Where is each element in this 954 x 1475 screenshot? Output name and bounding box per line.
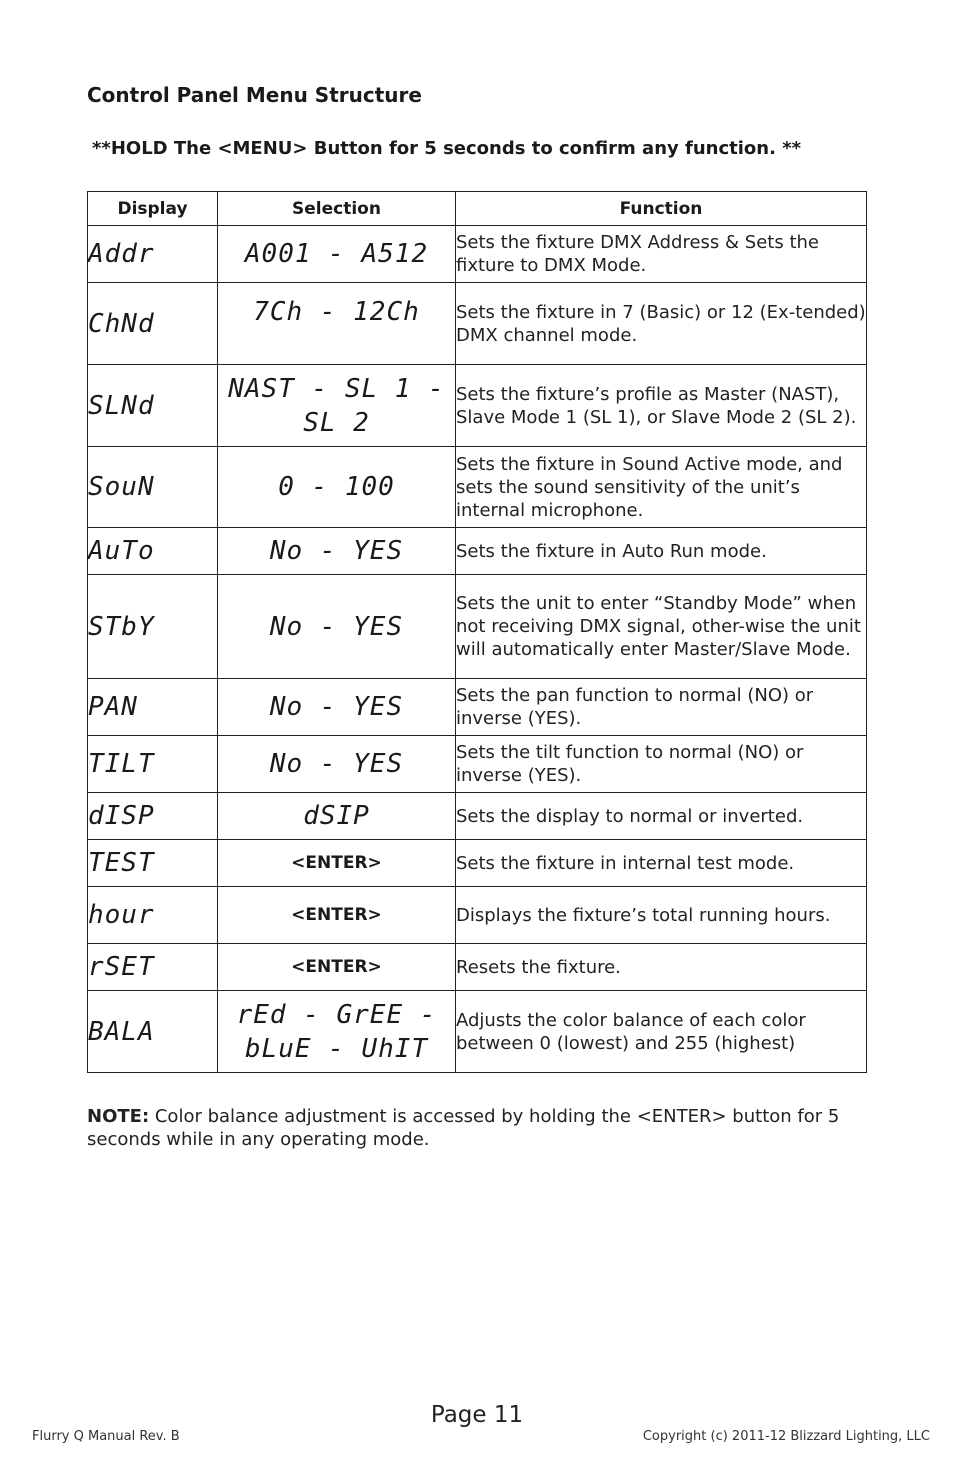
selection-cell: No - YES [218,528,456,575]
display-cell: TEST [88,840,218,887]
table-row [88,528,867,575]
header-selection: Selection [218,192,456,226]
selection-cell: <ENTER> [218,887,456,944]
function-cell: Sets the tilt function to normal (NO) or inverse (YES). [456,736,867,793]
function-cell: Sets the fixture in Sound Active mode, and sets the sound sensitivity of the unit’s internal microphone. [456,447,867,528]
display-cell: TILT [88,736,218,793]
table-row [88,736,867,793]
selection-cell: 0 - 100 [218,447,456,528]
header-display: Display [88,192,218,226]
menu-structure-table [87,191,867,1073]
function-cell: Sets the fixture in Auto Run mode. [456,528,867,575]
table-row [88,447,867,528]
page-number: Page 11 [430,1402,524,1428]
selection-cell: NAST - SL 1 - SL 2 [218,365,456,447]
display-cell: SouN [88,447,218,528]
selection-cell: dSIP [218,793,456,840]
footer-manual-rev: Flurry Q Manual Rev. B [32,1429,180,1444]
header-function: Function [456,192,867,226]
display-cell: STbY [88,575,218,679]
note-text: Color balance adjustment is accessed by holding the <ENTER> button for 5 seconds while in any operating mode. [87,1106,840,1150]
selection-cell: No - YES [218,575,456,679]
table-row [88,991,867,1073]
table-row [88,679,867,736]
hold-notice: **HOLD The <MENU> Button for 5 seconds to confirm any function. ** [92,138,802,159]
selection-cell: <ENTER> [218,840,456,887]
function-cell: Sets the unit to enter “Standby Mode” when not receiving DMX signal, other-wise the unit will automatically enter Master/Slave Mode. [456,575,867,679]
table-row [88,283,867,365]
function-cell: Displays the fixture’s total running hours. [456,887,867,944]
selection-cell: No - YES [218,736,456,793]
display-cell: AuTo [88,528,218,575]
table-row [88,840,867,887]
selection-cell: 7Ch - 12Ch [218,283,456,365]
selection-cell: <ENTER> [218,944,456,991]
note-label: NOTE: [87,1106,150,1127]
display-cell: SLNd [88,365,218,447]
function-cell: Sets the fixture in internal test mode. [456,840,867,887]
display-cell: rSET [88,944,218,991]
selection-cell: No - YES [218,679,456,736]
page-title: Control Panel Menu Structure [87,83,422,107]
function-cell: Sets the fixture in 7 (Basic) or 12 (Ex-tended) DMX channel mode. [456,283,867,365]
footer-copyright: Copyright (c) 2011-12 Blizzard Lighting, LLC [642,1429,930,1444]
function-cell: Sets the display to normal or inverted. [456,793,867,840]
table-row [88,887,867,944]
display-cell: hour [88,887,218,944]
selection-cell: A001 - A512 [218,226,456,283]
display-cell: dISP [88,793,218,840]
table-row [88,575,867,679]
table-row [88,226,867,283]
function-cell: Sets the fixture’s profile as Master (NAST), Slave Mode 1 (SL 1), or Slave Mode 2 (SL 2). [456,365,867,447]
table-row [88,944,867,991]
selection-cell: rEd - GrEE - bLuE - UhIT [218,991,456,1073]
note-paragraph [87,1105,877,1151]
table-row [88,793,867,840]
function-cell: Sets the pan function to normal (NO) or inverse (YES). [456,679,867,736]
table-header-row [88,192,867,226]
display-cell: BALA [88,991,218,1073]
function-cell: Resets the fixture. [456,944,867,991]
function-cell: Sets the fixture DMX Address & Sets the fixture to DMX Mode. [456,226,867,283]
display-cell: Addr [88,226,218,283]
table-row [88,365,867,447]
display-cell: ChNd [88,283,218,365]
function-cell: Adjusts the color balance of each color between 0 (lowest) and 255 (highest) [456,991,867,1073]
display-cell: PAN [88,679,218,736]
